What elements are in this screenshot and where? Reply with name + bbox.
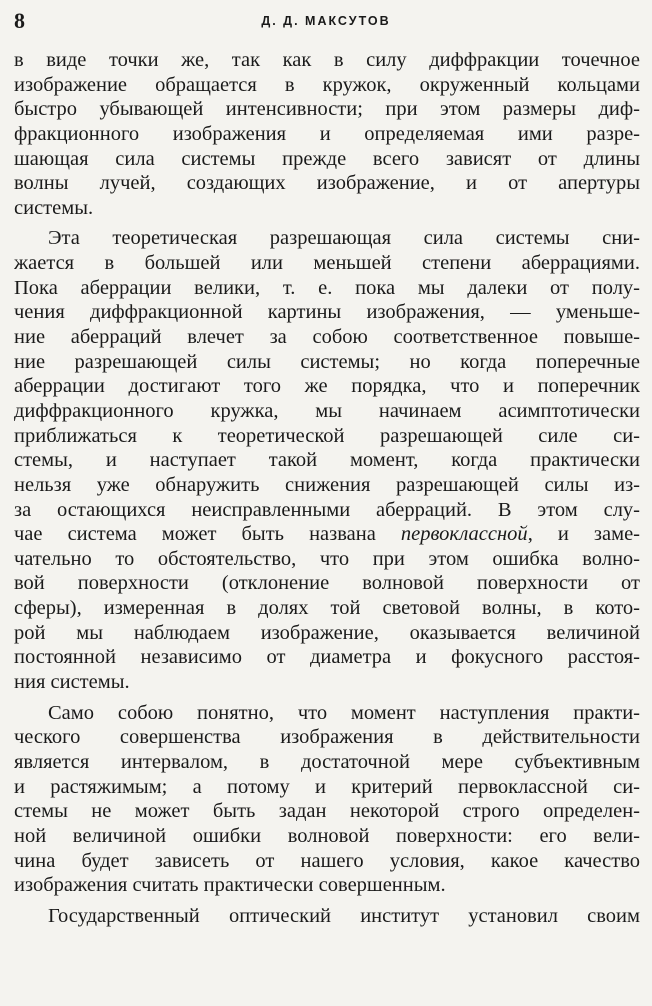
text-line: ние разрешающей силы системы; но когда поперечные: [14, 350, 640, 373]
body-text: [14, 48, 640, 928]
text-line: Государственный оптический институт установил своим: [48, 904, 640, 927]
text-line: сферы), измеренная в долях той световой волны, в кото-: [14, 597, 640, 620]
text-line: системы.: [14, 196, 94, 219]
text-line: Само собою понятно, что момент наступления практи-: [48, 701, 640, 724]
text-line: является интервалом, в достаточной мере субъективным: [14, 750, 640, 773]
paragraph-4: [14, 904, 640, 929]
text-line: чина будет зависеть от нашего условия, какое качество: [14, 849, 640, 872]
text-line: приближаться к теоретической разрешающей силе си-: [14, 424, 640, 447]
text-line: в виде точки же, так как в силу диффракции точечное: [14, 49, 640, 71]
text-line: ние аберраций влечет за собою соответственное повыше-: [14, 326, 640, 349]
text-line: нельзя уже обнаружить снижения разрешающей силы из-: [14, 473, 640, 496]
text-line: за остающихся неисправленными аберраций. В этом слу-: [14, 498, 640, 521]
text-line: изображение обращается в кружок, окруженный кольцами: [14, 73, 640, 96]
text-line-with-emphasis: [14, 522, 640, 547]
text-line: ческого совершенства изображения в действительности: [14, 726, 640, 749]
paragraph-2: [14, 226, 640, 694]
text-line: шающая сила системы прежде всего зависят от длины: [14, 147, 640, 170]
text-line: быстро убывающей интенсивности; при этом размеры диф-: [14, 98, 640, 121]
text-line: вой поверхности (отклонение волновой поверхности от: [14, 572, 640, 595]
text-line: волны лучей, создающих изображение, и от апертуры: [14, 172, 640, 195]
text-line: жается в большей или меньшей степени аберрациями.: [14, 252, 640, 275]
paragraph-3: [14, 701, 640, 898]
text-line: чения диффракционной картины изображения, — уменьше-: [14, 301, 640, 324]
text-line: изображения считать практически совершенным.: [14, 874, 446, 897]
running-head: Д. Д. МАКСУТОВ: [261, 14, 391, 28]
paragraph-1: [14, 48, 640, 220]
text-line: постоянной независимо от диаметра и фокусного расстоя-: [14, 646, 640, 669]
text-line: ной величиной ошибки волновой поверхности: его вели-: [14, 824, 640, 847]
text-fragment: чае система может быть названа: [14, 523, 376, 546]
text-line: и растяжимым; а потому и критерий первоклассной си-: [14, 775, 640, 798]
text-line: чательно то обстоятельство, что при этом ошибка волно-: [14, 547, 640, 570]
text-line: диффракционного кружка, мы начинаем асимптотически: [14, 399, 640, 422]
text-line: рой мы наблюдаем изображение, оказывается величиной: [14, 621, 640, 644]
text-line: Эта теоретическая разрешающая сила системы сни-: [48, 227, 640, 250]
text-line: аберрации достигают того же порядка, что и поперечник: [14, 375, 640, 398]
text-line: стемы не может быть задан некоторой строго определен-: [14, 800, 640, 823]
text-line: фракционного изображения и определяемая ими разре-: [14, 122, 640, 145]
emphasized-term: первоклассной: [400, 523, 528, 546]
text-line: Пока аберрации велики, т. е. пока мы далеки от полу-: [14, 276, 640, 299]
text-line: ния системы.: [14, 671, 130, 694]
page-number: 8: [14, 8, 25, 33]
page-header: [0, 8, 652, 38]
text-line: стемы, и наступает такой момент, когда практически: [14, 449, 640, 472]
text-fragment: , и заме-: [527, 523, 640, 546]
